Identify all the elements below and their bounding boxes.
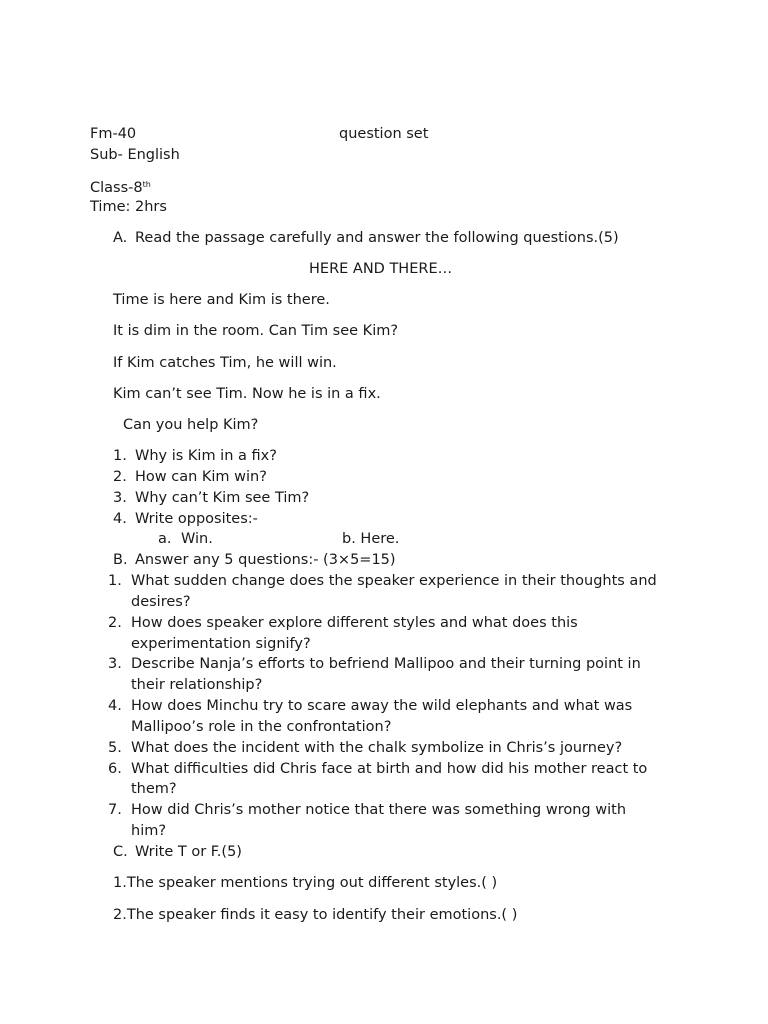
class-superscript: th — [142, 180, 151, 189]
question-text: Why can’t Kim see Tim? — [135, 490, 310, 506]
section-b-instruction: Answer any 5 questions:- (3×5=15) — [135, 552, 396, 568]
question-text: How does Minchu try to scare away the wild elephants and what was — [131, 698, 633, 714]
section-a-instruction: Read the passage carefully and answer the following questions.(5) — [135, 230, 619, 246]
question-text: their relationship? — [131, 677, 263, 693]
passage-line: Time is here and Kim is there. — [113, 292, 330, 308]
question-text: Mallipoo’s role in the confrontation? — [131, 719, 392, 735]
question-number: 5. — [108, 740, 122, 756]
question-text: How does speaker explore different styles and what does this — [131, 615, 578, 631]
question-text: him? — [131, 823, 167, 839]
question-text: How did Chris’s mother notice that there was something wrong with — [131, 802, 627, 818]
true-false-item: 1.The speaker mentions trying out different styles.( ) — [113, 875, 498, 891]
question-text: experimentation signify? — [131, 636, 311, 652]
section-c-marker: C. — [113, 844, 128, 860]
passage-title: HERE AND THERE… — [309, 261, 453, 277]
question-text: Why is Kim in a fix? — [135, 448, 277, 464]
class-label — [90, 176, 151, 197]
question-text: What difficulties did Chris face at birth and how did his mother react to — [131, 761, 648, 777]
question-number: 1. — [113, 448, 127, 464]
class-text: Class-8 — [90, 180, 143, 196]
question-number: 2. — [108, 615, 122, 631]
question-number: 4. — [108, 698, 122, 714]
opposite-b-word: b. Here. — [342, 531, 400, 547]
question-number: 7. — [108, 802, 122, 818]
question-number: 4. — [113, 511, 127, 527]
question-text: desires? — [131, 594, 191, 610]
section-b-marker: B. — [113, 552, 128, 568]
question-text: them? — [131, 781, 177, 797]
time-label: Time: 2hrs — [90, 199, 167, 215]
passage-line: Can you help Kim? — [123, 417, 259, 433]
question-number: 6. — [108, 761, 122, 777]
passage-line: Kim can’t see Tim. Now he is in a fix. — [113, 386, 381, 402]
question-text: What does the incident with the chalk symbolize in Chris’s journey? — [131, 740, 623, 756]
question-number: 3. — [113, 490, 127, 506]
subject-label: Sub- English — [90, 147, 180, 163]
true-false-item: 2.The speaker finds it easy to identify their emotions.( ) — [113, 907, 518, 923]
question-number: 3. — [108, 656, 122, 672]
opposite-a-marker: a. — [158, 531, 172, 547]
question-text: What sudden change does the speaker experience in their thoughts and — [131, 573, 657, 589]
question-text: Describe Nanja’s efforts to befriend Mallipoo and their turning point in — [131, 656, 641, 672]
form-number: Fm-40 — [90, 126, 137, 142]
question-number: 2. — [113, 469, 127, 485]
passage-line: If Kim catches Tim, he will win. — [113, 355, 337, 371]
passage-line: It is dim in the room. Can Tim see Kim? — [113, 323, 399, 339]
opposite-a-word: Win. — [181, 531, 213, 547]
section-a-marker: A. — [113, 230, 128, 246]
question-number: 1. — [108, 573, 122, 589]
question-set-label: question set — [339, 126, 429, 142]
section-c-instruction: Write T or F.(5) — [135, 844, 242, 860]
question-text: Write opposites:- — [135, 511, 258, 527]
question-text: How can Kim win? — [135, 469, 267, 485]
